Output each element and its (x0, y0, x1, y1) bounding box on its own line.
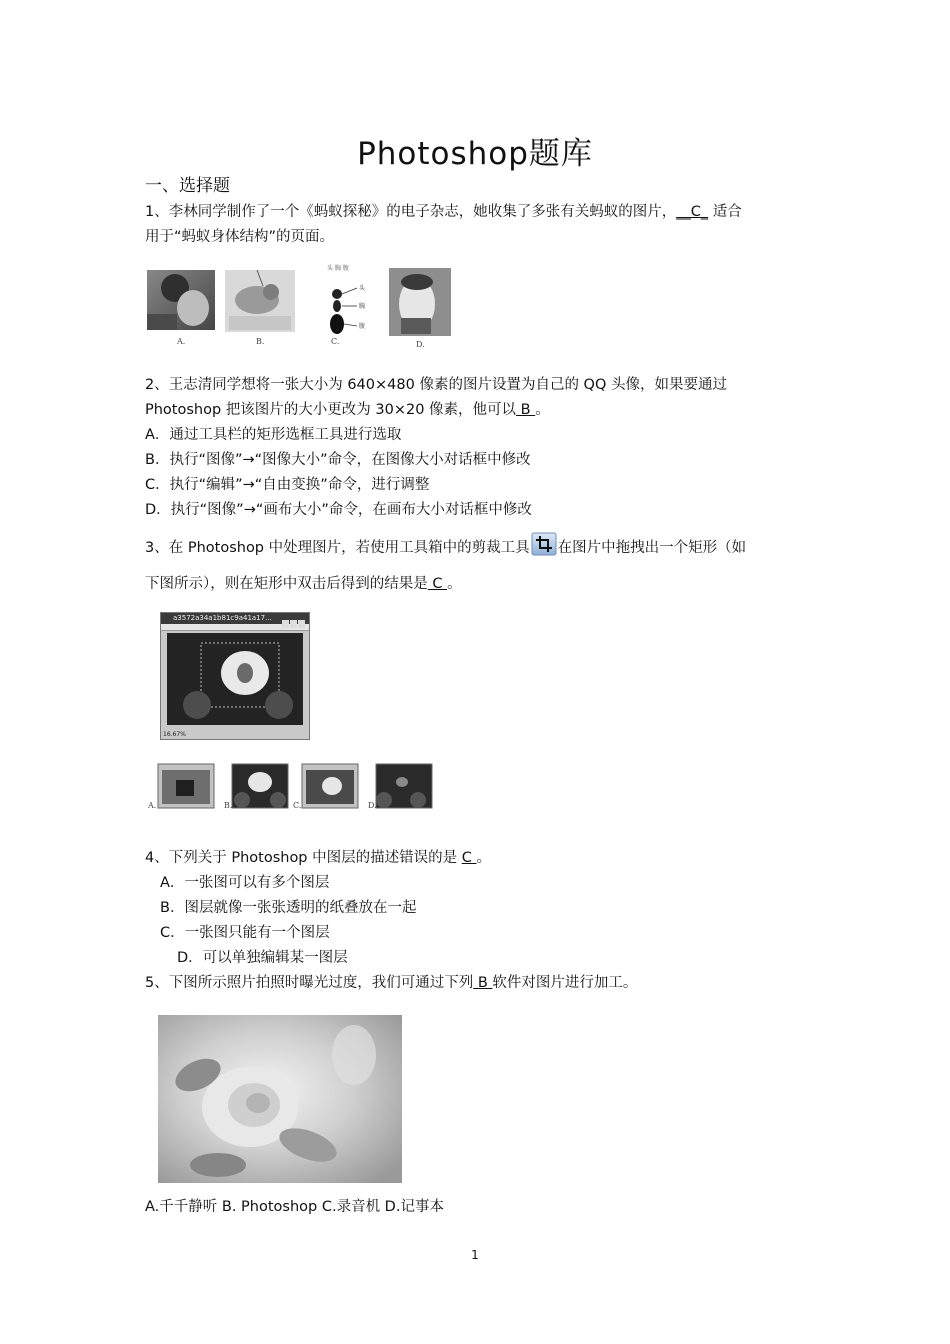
section-heading: 一、选择题 (145, 176, 230, 196)
q1-ant-images (145, 258, 455, 350)
q3-apple-photo (161, 631, 309, 727)
q1-caption-a: A. (177, 337, 186, 346)
q2-text-post: 。 (535, 402, 550, 418)
window-buttons-icon (282, 614, 306, 623)
q3-text: 3、在 Photoshop 中处理图片，若使用工具箱中的剪裁工具 (145, 540, 530, 556)
q4-option-b: B．图层就像一张张透明的纸叠放在一起 (160, 900, 417, 916)
q1-text: 1、李林同学制作了一个《蚂蚁探秘》的电子杂志，她收集了多张有关蚂蚁的图片， (145, 204, 677, 220)
q4-option-d: D．可以单独编辑某一图层 (177, 950, 348, 966)
q2-option-b: B．执行“图像”→“图像大小”命令，在图像大小对话框中修改 (145, 452, 531, 468)
q3-thumb-c (302, 764, 358, 808)
q4-answer: C (461, 850, 477, 866)
q5-flower-photo (158, 1015, 402, 1183)
q3-caption-d: D. (368, 801, 377, 810)
q3-text-post: 在图片中拖拽出一个矩形（如 (557, 540, 747, 556)
q3-text2-post: 。 (447, 576, 462, 592)
crop-tool-icon (531, 532, 557, 556)
q3-caption-a: A. (148, 801, 157, 810)
q4-text-post: 。 (476, 850, 491, 866)
q1-answer: __C_ (676, 204, 709, 220)
q3-caption-b: B. (224, 801, 233, 810)
q1-line2: 用于“蚂蚁身体结构”的页面。 (145, 229, 335, 245)
q1-image-b (225, 270, 295, 332)
q4-option-c: C．一张图只能有一个图层 (160, 925, 330, 941)
q1-line1 (145, 202, 742, 222)
q2-option-a: A．通过工具栏的矩形选框工具进行选取 (145, 427, 402, 443)
svg-text:头: 头 (359, 285, 366, 292)
q2-answer: B (516, 402, 536, 418)
q1-caption-b: B. (256, 337, 265, 346)
q1-caption-d: D. (416, 340, 425, 349)
q1-image-c (327, 264, 366, 334)
q2-line2 (145, 400, 550, 420)
q2-option-c: C．执行“编辑”→“自由变换”命令，进行调整 (145, 477, 430, 493)
document-title: Photoshop题库 (357, 136, 593, 172)
q5-answer: B (473, 975, 493, 991)
q5-text: 5、下图所示照片拍照时曝光过度，我们可通过下列 (145, 975, 474, 991)
q5-line1 (145, 973, 637, 993)
q3-window-titlebar: a3572a34a1b81c9a41a17... (161, 613, 309, 624)
q2-option-d: D．执行“图像”→“画布大小”命令，在画布大小对话框中修改 (145, 502, 532, 518)
q3-line2 (145, 574, 462, 594)
q4-line1 (145, 848, 491, 868)
svg-text:头 胸 腹: 头 胸 腹 (327, 265, 349, 272)
q5-text-post: 软件对图片进行加工。 (492, 975, 638, 991)
q2-text: Photoshop 把该图片的大小更改为 30×20 像素，他可以 (145, 402, 517, 418)
q1-image-d (389, 268, 451, 336)
q1-image-a (147, 270, 215, 330)
svg-text:腹: 腹 (359, 323, 366, 330)
q1-caption-c: C. (331, 337, 340, 346)
q3-line1 (145, 532, 746, 558)
q3-thumb-a (158, 764, 214, 808)
q4-text: 4、下列关于 Photoshop 中图层的描述错误的是 (145, 850, 462, 866)
q3-thumb-b (232, 764, 288, 808)
q3-zoom-level: 16.67% (163, 731, 186, 738)
q5-options: A.千千静听 B. Photoshop C.录音机 D.记事本 (145, 1199, 444, 1215)
q2-line1: 2、王志清同学想将一张大小为 640×480 像素的图片设置为自己的 QQ 头像，如果要通过 (145, 377, 727, 393)
svg-text:胸: 胸 (359, 303, 366, 310)
q3-thumb-d (376, 764, 432, 808)
page-number: 1 (471, 1248, 479, 1262)
q3-answer: C (427, 576, 448, 592)
q4-option-a: A．一张图可以有多个图层 (160, 875, 330, 891)
q3-caption-c: C. (293, 801, 302, 810)
q1-text-post: 适合 (708, 204, 742, 220)
q3-text2: 下图所示），则在矩形中双击后得到的结果是 (145, 576, 428, 592)
q3-photoshop-window (160, 612, 310, 740)
